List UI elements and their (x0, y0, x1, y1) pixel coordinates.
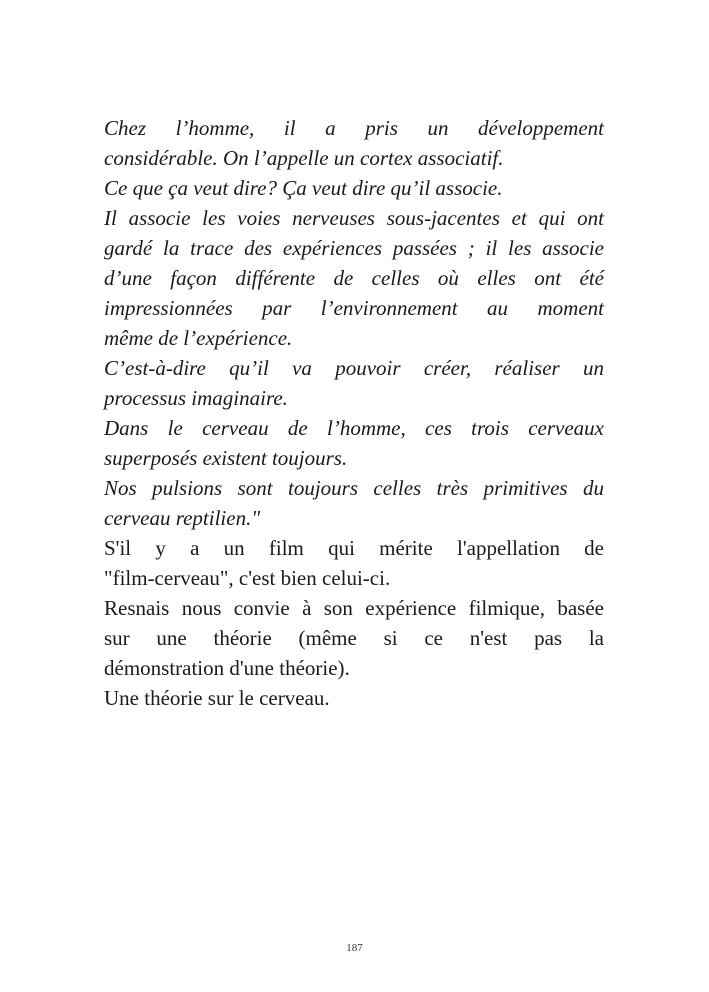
text-line: d’une façon différente de celles où elles ont été (104, 266, 604, 290)
text-line: cerveau reptilien." (104, 506, 261, 530)
text-line: Une théorie sur le cerveau. (104, 686, 330, 710)
text-line: superposés existent toujours. (104, 446, 348, 470)
page-number: 187 (346, 942, 363, 954)
body-text (104, 113, 604, 713)
text-line: considérable. On l’appelle un cortex associatif. (104, 146, 504, 170)
text-line: démonstration d'une théorie). (104, 656, 350, 680)
text-line: C’est-à-dire qu’il va pouvoir créer, réaliser un (104, 356, 604, 380)
text-line: Resnais nous convie à son expérience filmique, basée (104, 596, 604, 620)
text-line: processus imaginaire. (104, 386, 288, 410)
text-line: Ce que ça veut dire? Ça veut dire qu’il associe. (104, 176, 503, 200)
text-line: Il associe les voies nerveuses sous-jacentes et qui ont (104, 206, 604, 230)
text-line: Nos pulsions sont toujours celles très primitives du (104, 476, 604, 500)
text-line: S'il y a un film qui mérite l'appellation de (104, 536, 604, 560)
text-line: gardé la trace des expériences passées ; il les associe (104, 236, 604, 260)
text-line: Chez l’homme, il a pris un développement (104, 116, 604, 140)
text-line: même de l’expérience. (104, 326, 293, 350)
text-line: "film-cerveau", c'est bien celui-ci. (104, 566, 391, 590)
text-line: Dans le cerveau de l’homme, ces trois cerveaux (104, 416, 604, 440)
text-line: sur une théorie (même si ce n'est pas la (104, 626, 604, 650)
text-line: impressionnées par l’environnement au moment (104, 296, 604, 320)
